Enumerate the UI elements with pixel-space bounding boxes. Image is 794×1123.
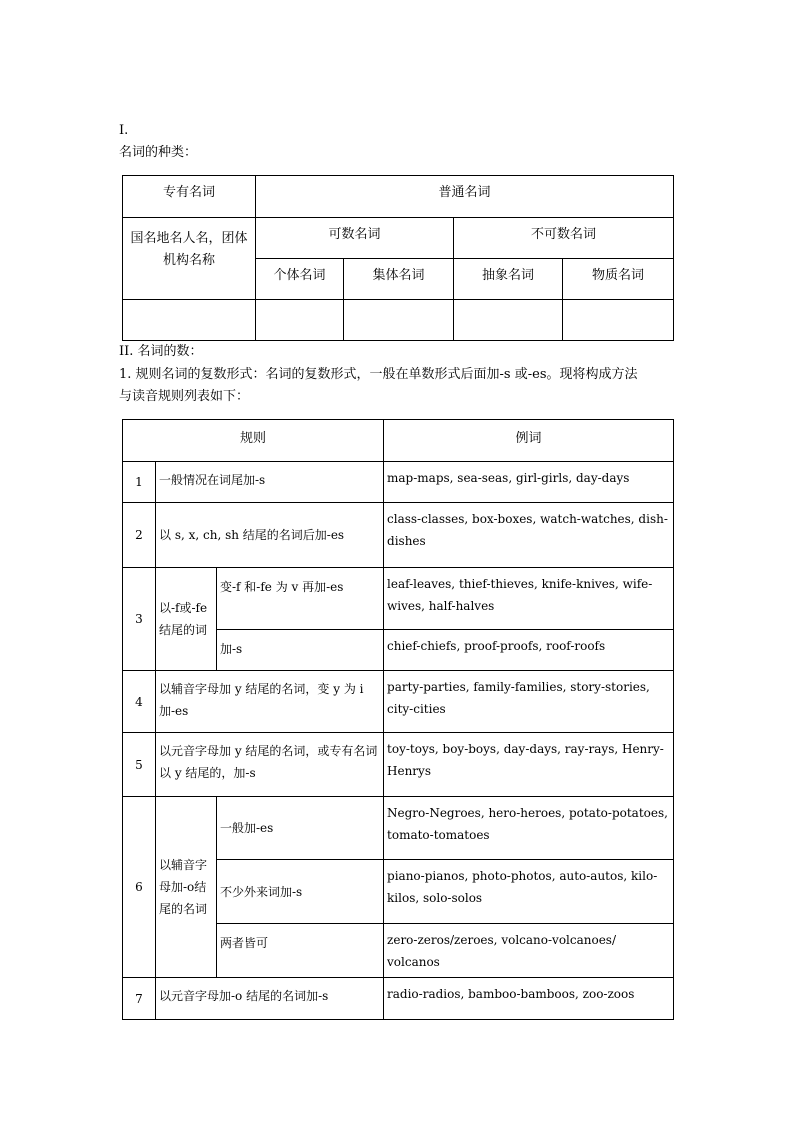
row-number: 7: [123, 978, 156, 1020]
rule-text: 以元音字母加-o 结尾的名词加-s: [156, 978, 384, 1020]
cell-collective: 集体名词: [344, 259, 454, 300]
cell-empty: [344, 300, 454, 341]
paragraph-line-1: 1. 规则名词的复数形式：名词的复数形式，一般在单数形式后面加-s 或-es。现将构成方法: [119, 367, 638, 382]
example-text: toy-toys, boy-boys, day-days, ray-rays, Henry-Henrys: [384, 733, 674, 797]
example-text: Negro-Negroes, hero-heroes, potato-potatoes, tomato-tomatoes: [384, 797, 674, 860]
row-number: 4: [123, 671, 156, 733]
row-number: 5: [123, 733, 156, 797]
cell-individual: 个体名词: [256, 259, 344, 300]
cell-empty: [454, 300, 563, 341]
section-heading-2: II. 名词的数：: [119, 344, 203, 359]
section-heading-1: I.: [119, 123, 129, 138]
section-subheading-1: 名词的种类：: [119, 145, 198, 160]
cell-empty: [256, 300, 344, 341]
rule-text: 不少外来词加-s: [217, 860, 384, 924]
cell-common-noun: 普通名词: [256, 176, 674, 218]
rule-text: 一般加-es: [217, 797, 384, 860]
cell-countable: 可数名词: [256, 218, 454, 259]
rule-group: 以-f或-fe结尾的词: [156, 568, 217, 671]
example-text: leaf-leaves, thief-thieves, knife-knives, wife-wives, half-halves: [384, 568, 674, 630]
rule-text: 以 s, x, ch, sh 结尾的名词后加-es: [156, 503, 384, 568]
cell-abstract: 抽象名词: [454, 259, 563, 300]
plural-rules-table: [122, 419, 674, 1020]
cell-uncountable: 不可数名词: [454, 218, 674, 259]
rule-text: 以辅音字母加 y 结尾的名词，变 y 为 i 加-es: [156, 671, 384, 733]
row-number: 1: [123, 462, 156, 503]
cell-material: 物质名词: [563, 259, 674, 300]
example-text: piano-pianos, photo-photos, auto-autos, kilo-kilos, solo-solos: [384, 860, 674, 924]
rule-text: 一般情况在词尾加-s: [156, 462, 384, 503]
example-text: chief-chiefs, proof-proofs, roof-roofs: [384, 630, 674, 671]
rule-text: 两者皆可: [217, 924, 384, 978]
example-text: class-classes, box-boxes, watch-watches, dish-dishes: [384, 503, 674, 568]
cell-proper-desc: 国名地名人名，团体机构名称: [123, 218, 256, 300]
row-number: 2: [123, 503, 156, 568]
example-text: radio-radios, bamboo-bamboos, zoo-zoos: [384, 978, 674, 1020]
noun-types-table: [122, 175, 674, 341]
row-number: 6: [123, 797, 156, 978]
row-number: 3: [123, 568, 156, 671]
cell-empty: [123, 300, 256, 341]
header-rule: 规则: [123, 420, 384, 462]
rule-text: 加-s: [217, 630, 384, 671]
rule-group: 以辅音字母加-o结尾的名词: [156, 797, 217, 978]
example-text: zero-zeros/zeroes, volcano-volcanoes/ volcanos: [384, 924, 674, 978]
header-example: 例词: [384, 420, 674, 462]
rule-text: 以元音字母加 y 结尾的名词，或专有名词以 y 结尾的，加-s: [156, 733, 384, 797]
example-text: party-parties, family-families, story-stories, city-cities: [384, 671, 674, 733]
rule-text: 变-f 和-fe 为 v 再加-es: [217, 568, 384, 630]
example-text: map-maps, sea-seas, girl-girls, day-days: [384, 462, 674, 503]
cell-proper-noun: 专有名词: [123, 176, 256, 218]
paragraph-line-2: 与读音规则列表如下：: [119, 389, 250, 404]
cell-empty: [563, 300, 674, 341]
